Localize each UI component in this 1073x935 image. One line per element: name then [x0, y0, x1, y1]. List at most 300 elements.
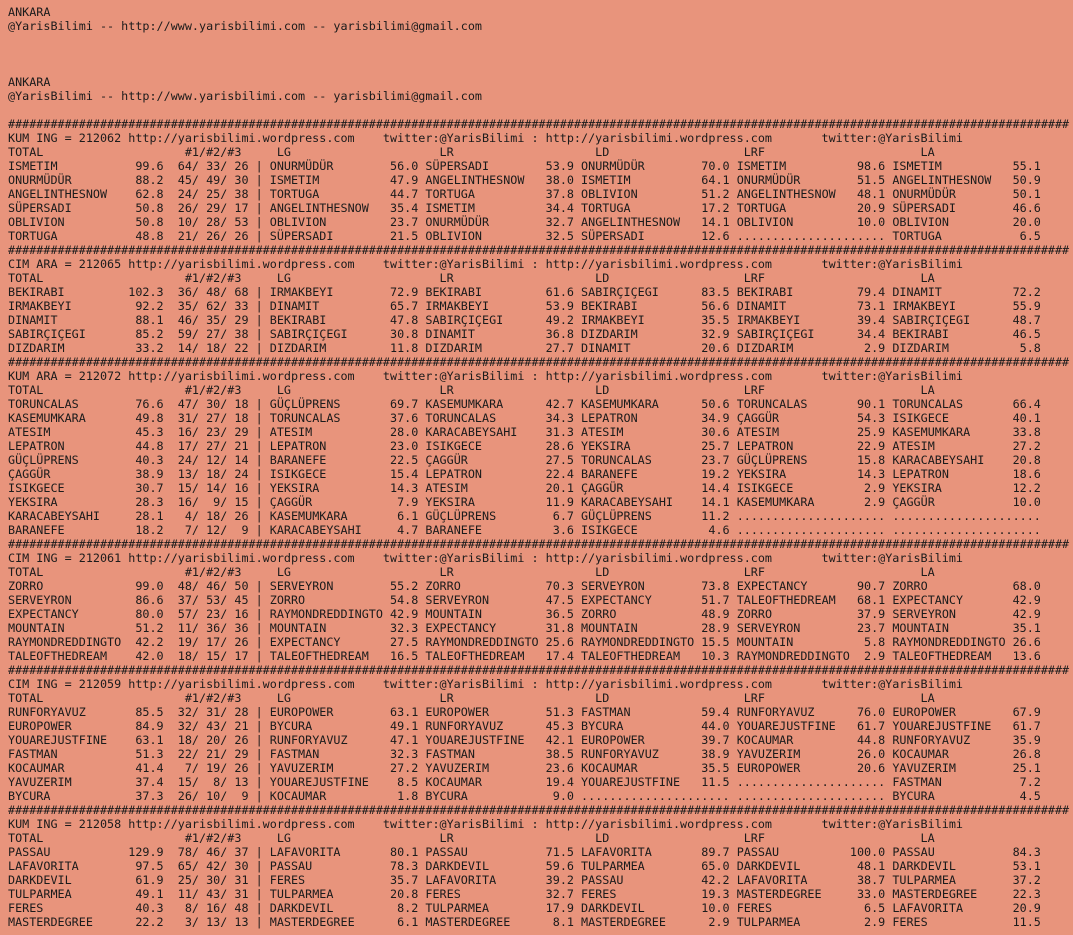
separator-line: ###################################################################################################################################################### [8, 117, 1070, 131]
table-row [8, 859, 1073, 873]
blank-line [8, 103, 1073, 117]
place-stats: 11/ 36/ 36 [163, 621, 249, 635]
lr-pair: YAVUZERIM 23.6 [425, 761, 582, 775]
lrf-pair: ..................... [736, 523, 893, 537]
lg-pair: GÜÇLÜPRENS 69.7 [269, 397, 426, 411]
horse-name: RUNFORYAVUZ [8, 705, 129, 719]
la-pair: SABIRÇIÇEGI 48.7 [892, 313, 1041, 327]
table-row [8, 453, 1073, 467]
lr-pair: ISIKGECE 28.6 [425, 439, 582, 453]
lrf-pair: RUNFORYAVUZ 76.0 [736, 705, 893, 719]
ld-pair: LEPATRON 34.9 [581, 411, 737, 425]
contact-line: @YarisBilimi -- http://www.yarisbilimi.com -- yarisbilimi@gmail.com [8, 89, 482, 103]
horse-name: YAVUZERIM [8, 775, 129, 789]
lg-pair: SERVEYRON 55.2 [269, 579, 426, 593]
place-stats: 17/ 27/ 21 [163, 439, 249, 453]
total-value: 50.8 [128, 201, 164, 215]
lrf-pair: ISMETIM 98.6 [736, 159, 893, 173]
lrf-pair: SERVEYRON 23.7 [736, 621, 893, 635]
la-pair: ..................... [892, 509, 1041, 523]
column-divider: | [248, 215, 270, 229]
place-stats: 15/ 8/ 13 [163, 775, 249, 789]
lr-pair: ISMETIM 34.4 [425, 201, 582, 215]
lg-pair: FERES 35.7 [269, 873, 426, 887]
horse-name: ANGELINTHESNOW [8, 187, 129, 201]
table-row [8, 187, 1073, 201]
ld-pair: DINAMIT 20.6 [581, 341, 737, 355]
la-pair: MOUNTAIN 35.1 [892, 621, 1041, 635]
ld-pair: ANGELINTHESNOW 14.1 [581, 215, 737, 229]
la-pair: BEKIRABI 46.5 [892, 327, 1041, 341]
table-row [8, 467, 1073, 481]
table-row [8, 607, 1073, 621]
lrf-pair: ATESIM 25.9 [736, 425, 893, 439]
column-header-row: TOTAL #1/#2/#3 LG LR LD LRF LA [8, 565, 935, 579]
lrf-pair: LAFAVORITA 38.7 [736, 873, 893, 887]
table-row [8, 761, 1073, 775]
lr-pair: KOCAUMAR 19.4 [425, 775, 582, 789]
place-stats: 16/ 9/ 15 [163, 495, 249, 509]
la-pair: LEPATRON 18.6 [892, 467, 1041, 481]
total-value: 49.8 [128, 411, 164, 425]
total-value: 51.2 [128, 621, 164, 635]
lg-pair: KASEMUMKARA 6.1 [269, 509, 426, 523]
lr-pair: SABIRÇIÇEGI 49.2 [425, 313, 582, 327]
la-pair: EUROPOWER 67.9 [892, 705, 1041, 719]
place-stats: 26/ 10/ 9 [163, 789, 249, 803]
place-stats: 31/ 27/ 18 [163, 411, 249, 425]
total-value: 37.3 [128, 789, 164, 803]
horse-name: TULPARMEA [8, 887, 129, 901]
horse-name: TALEOFTHEDREAM [8, 649, 129, 663]
la-pair: KOCAUMAR 26.8 [892, 747, 1041, 761]
lg-pair: ISIKGECE 15.4 [269, 467, 426, 481]
column-divider: | [248, 593, 270, 607]
lr-pair: ATESIM 20.1 [425, 481, 582, 495]
column-divider: | [248, 719, 270, 733]
column-header-row: TOTAL #1/#2/#3 LG LR LD LRF LA [8, 831, 935, 845]
total-value: 76.6 [128, 397, 164, 411]
total-value: 22.2 [128, 915, 164, 929]
place-stats: 22/ 21/ 29 [163, 747, 249, 761]
table-row [8, 579, 1073, 593]
total-value: 40.3 [128, 453, 164, 467]
ld-pair: ISMETIM 64.1 [581, 173, 737, 187]
total-value: 102.3 [128, 285, 164, 299]
column-header-row: TOTAL #1/#2/#3 LG LR LD LRF LA [8, 383, 935, 397]
table-row [8, 873, 1073, 887]
lr-pair: SÜPERSADI 53.9 [425, 159, 582, 173]
column-divider: | [248, 789, 270, 803]
horse-name: KARACABEYSAHI [8, 509, 129, 523]
table-row [8, 901, 1073, 915]
ld-pair: FERES 19.3 [581, 887, 737, 901]
table-row [8, 397, 1073, 411]
lg-pair: DINAMIT 65.7 [269, 299, 426, 313]
blank-line [8, 61, 1073, 75]
place-stats: 59/ 27/ 38 [163, 327, 249, 341]
table-row [8, 635, 1073, 649]
ld-pair: SERVEYRON 73.8 [581, 579, 737, 593]
place-stats: 8/ 16/ 48 [163, 901, 249, 915]
lg-pair: BYCURA 49.1 [269, 719, 426, 733]
total-value: 129.9 [128, 845, 164, 859]
place-stats: 13/ 18/ 24 [163, 467, 249, 481]
place-stats: 3/ 13/ 13 [163, 915, 249, 929]
ld-pair: LAFAVORITA 89.7 [581, 845, 737, 859]
lr-pair: TULPARMEA 17.9 [425, 901, 582, 915]
total-value: 40.3 [128, 901, 164, 915]
horse-name: DINAMIT [8, 313, 129, 327]
total-value: 88.2 [128, 173, 164, 187]
total-value: 99.6 [128, 159, 164, 173]
lr-pair: SERVEYRON 47.5 [425, 593, 582, 607]
total-value: 86.6 [128, 593, 164, 607]
horse-name: OBLIVION [8, 215, 129, 229]
column-divider: | [248, 439, 270, 453]
horse-name: LAFAVORITA [8, 859, 129, 873]
la-pair: ÇAGGÜR 10.0 [892, 495, 1041, 509]
lr-pair: KARACABEYSAHI 31.3 [425, 425, 582, 439]
table-row [8, 887, 1073, 901]
ld-pair: ..................... [581, 789, 737, 803]
place-stats: 35/ 62/ 33 [163, 299, 249, 313]
total-value: 80.0 [128, 607, 164, 621]
ld-pair: KASEMUMKARA 50.6 [581, 397, 737, 411]
total-value: 42.0 [128, 649, 164, 663]
blank-line [8, 33, 1073, 47]
horse-name: ISIKGECE [8, 481, 129, 495]
la-pair: ZORRO 68.0 [892, 579, 1041, 593]
column-divider: | [248, 299, 270, 313]
ld-pair: ISIKGECE 4.6 [581, 523, 737, 537]
section-title: CIM ING = 212059 http://yarisbilimi.wordpress.com twitter:@YarisBilimi : http://yarisbilimi.wordpress.com twitter:@YarisBilimi [8, 677, 964, 691]
table-row [8, 299, 1073, 313]
horse-name: FASTMAN [8, 747, 129, 761]
ld-pair: MOUNTAIN 28.9 [581, 621, 737, 635]
total-value: 30.7 [128, 481, 164, 495]
la-pair: ANGELINTHESNOW 50.9 [892, 173, 1041, 187]
table-row [8, 159, 1073, 173]
place-stats: 48/ 46/ 50 [163, 579, 249, 593]
column-divider: | [248, 733, 270, 747]
ld-pair: RAYMONDREDDINGTO 15.5 [581, 635, 737, 649]
column-divider: | [248, 425, 270, 439]
lrf-pair: ..................... [736, 775, 893, 789]
lr-pair: MOUNTAIN 36.5 [425, 607, 582, 621]
total-value: 92.2 [128, 299, 164, 313]
ld-pair: OBLIVION 51.2 [581, 187, 737, 201]
column-divider: | [248, 747, 270, 761]
horse-name: MOUNTAIN [8, 621, 129, 635]
column-divider: | [248, 887, 270, 901]
lg-pair: KOCAUMAR 1.8 [269, 789, 426, 803]
ld-pair: BEKIRABI 56.6 [581, 299, 737, 313]
horse-name: ATESIM [8, 425, 129, 439]
ld-pair: ONURMÜDÜR 70.0 [581, 159, 737, 173]
ld-pair: TALEOFTHEDREAM 10.3 [581, 649, 737, 663]
column-divider: | [248, 453, 270, 467]
la-pair: RUNFORYAVUZ 35.9 [892, 733, 1041, 747]
table-row [8, 733, 1073, 747]
ld-pair: ÇAGGÜR 14.4 [581, 481, 737, 495]
lr-pair: TORUNCALAS 34.3 [425, 411, 582, 425]
lg-pair: KARACABEYSAHI 4.7 [269, 523, 426, 537]
horse-name: IRMAKBEYI [8, 299, 129, 313]
lg-pair: LEPATRON 23.0 [269, 439, 426, 453]
total-value: 99.0 [128, 579, 164, 593]
lrf-pair: ZORRO 37.9 [736, 607, 893, 621]
ld-pair: TORTUGA 17.2 [581, 201, 737, 215]
lg-pair: ONURMÜDÜR 56.0 [269, 159, 426, 173]
table-row [8, 789, 1073, 803]
lr-pair: LAFAVORITA 39.2 [425, 873, 582, 887]
lrf-pair: DINAMIT 73.1 [736, 299, 893, 313]
lr-pair: RUNFORYAVUZ 45.3 [425, 719, 582, 733]
la-pair: SERVEYRON 42.9 [892, 607, 1041, 621]
lg-pair: TORUNCALAS 37.6 [269, 411, 426, 425]
table-row [8, 509, 1073, 523]
separator-line: ###################################################################################################################################################### [8, 803, 1070, 817]
section-title: CIM ARA = 212065 http://yarisbilimi.wordpress.com twitter:@YarisBilimi : http://yarisbilimi.wordpress.com twitter:@YarisBilimi [8, 257, 964, 271]
column-divider: | [248, 313, 270, 327]
horse-name: TORUNCALAS [8, 397, 129, 411]
lg-pair: TORTUGA 44.7 [269, 187, 426, 201]
place-stats: 7/ 12/ 9 [163, 523, 249, 537]
table-row [8, 425, 1073, 439]
column-divider: | [248, 579, 270, 593]
lg-pair: YAVUZERIM 27.2 [269, 761, 426, 775]
column-divider: | [248, 397, 270, 411]
column-divider: | [248, 285, 270, 299]
column-divider: | [248, 411, 270, 425]
total-value: 18.2 [128, 523, 164, 537]
column-divider: | [248, 845, 270, 859]
total-value: 48.8 [128, 229, 164, 243]
place-stats: 21/ 26/ 26 [163, 229, 249, 243]
la-pair: DIZDARIM 5.8 [892, 341, 1041, 355]
lg-pair: SÜPERSADI 21.5 [269, 229, 426, 243]
la-pair: DINAMIT 72.2 [892, 285, 1041, 299]
horse-name: BEKIRABI [8, 285, 129, 299]
column-divider: | [248, 229, 270, 243]
separator-line: ###################################################################################################################################################### [8, 537, 1070, 551]
place-stats: 16/ 23/ 29 [163, 425, 249, 439]
total-value: 41.4 [128, 761, 164, 775]
horse-name: LEPATRON [8, 439, 129, 453]
lg-pair: ANGELINTHESNOW 35.4 [269, 201, 426, 215]
la-pair: ..................... [892, 523, 1041, 537]
column-divider: | [248, 607, 270, 621]
ld-pair: GÜÇLÜPRENS 11.2 [581, 509, 737, 523]
total-value: 38.9 [128, 467, 164, 481]
table-row [8, 775, 1073, 789]
separator-line: ###################################################################################################################################################### [8, 355, 1070, 369]
location-title: ANKARA [8, 75, 51, 89]
table-row [8, 439, 1073, 453]
section-title: CIM ING = 212061 http://yarisbilimi.wordpress.com twitter:@YarisBilimi : http://yarisbilimi.wordpress.com twitter:@YarisBilimi [8, 551, 964, 565]
lrf-pair: MASTERDEGREE 33.0 [736, 887, 893, 901]
table-row [8, 229, 1073, 243]
total-value: 97.5 [128, 859, 164, 873]
horse-name: SÜPERSADI [8, 201, 129, 215]
lg-pair: IRMAKBEYI 72.9 [269, 285, 426, 299]
ld-pair: SABIRÇIÇEGI 83.5 [581, 285, 737, 299]
lg-pair: TULPARMEA 20.8 [269, 887, 426, 901]
table-row [8, 747, 1073, 761]
lrf-pair: SABIRÇIÇEGI 34.4 [736, 327, 893, 341]
lr-pair: IRMAKBEYI 53.9 [425, 299, 582, 313]
column-divider: | [248, 775, 270, 789]
ld-pair: YOUAREJUSTFINE 11.5 [581, 775, 737, 789]
table-row [8, 649, 1073, 663]
lg-pair: MOUNTAIN 32.3 [269, 621, 426, 635]
column-divider: | [248, 523, 270, 537]
lg-pair: ISMETIM 47.9 [269, 173, 426, 187]
table-row [8, 621, 1073, 635]
la-pair: TORTUGA 6.5 [892, 229, 1041, 243]
total-value: 85.2 [128, 327, 164, 341]
lr-pair: ANGELINTHESNOW 38.0 [425, 173, 582, 187]
ld-pair: EXPECTANCY 51.7 [581, 593, 737, 607]
la-pair: PASSAU 84.3 [892, 845, 1041, 859]
la-pair: EXPECTANCY 42.9 [892, 593, 1041, 607]
lrf-pair: MOUNTAIN 5.8 [736, 635, 893, 649]
ld-pair: BARANEFE 19.2 [581, 467, 737, 481]
lr-pair: GÜÇLÜPRENS 6.7 [425, 509, 582, 523]
ld-pair: SÜPERSADI 12.6 [581, 229, 737, 243]
lr-pair: DIZDARIM 27.7 [425, 341, 582, 355]
la-pair: LAFAVORITA 20.9 [892, 901, 1041, 915]
total-value: 49.1 [128, 887, 164, 901]
total-value: 45.3 [128, 425, 164, 439]
column-divider: | [248, 509, 270, 523]
column-divider: | [248, 705, 270, 719]
ld-pair: YEKSIRA 25.7 [581, 439, 737, 453]
lrf-pair: DIZDARIM 2.9 [736, 341, 893, 355]
place-stats: 78/ 46/ 37 [163, 845, 249, 859]
table-row [8, 915, 1073, 929]
la-pair: OBLIVION 20.0 [892, 215, 1041, 229]
lr-pair: EXPECTANCY 31.8 [425, 621, 582, 635]
blank-line [8, 47, 1073, 61]
lg-pair: ZORRO 54.8 [269, 593, 426, 607]
table-row [8, 523, 1073, 537]
lrf-pair: YOUAREJUSTFINE 61.7 [736, 719, 893, 733]
table-row [8, 215, 1073, 229]
lg-pair: EUROPOWER 63.1 [269, 705, 426, 719]
lg-pair: LAFAVORITA 80.1 [269, 845, 426, 859]
table-row [8, 201, 1073, 215]
horse-name: EUROPOWER [8, 719, 129, 733]
horse-name: BYCURA [8, 789, 129, 803]
column-divider: | [248, 873, 270, 887]
lrf-pair: KOCAUMAR 44.8 [736, 733, 893, 747]
table-row [8, 481, 1073, 495]
place-stats: 46/ 35/ 29 [163, 313, 249, 327]
column-header-row: TOTAL #1/#2/#3 LG LR LD LRF LA [8, 691, 935, 705]
ld-pair: BYCURA 44.0 [581, 719, 737, 733]
la-pair: DARKDEVIL 53.1 [892, 859, 1041, 873]
lg-pair: DIZDARIM 11.8 [269, 341, 426, 355]
lr-pair: DARKDEVIL 59.6 [425, 859, 582, 873]
horse-name: ISMETIM [8, 159, 129, 173]
place-stats: 32/ 31/ 28 [163, 705, 249, 719]
la-pair: KARACABEYSAHI 20.8 [892, 453, 1041, 467]
horse-name: ÇAGGÜR [8, 467, 129, 481]
total-value: 28.3 [128, 495, 164, 509]
column-divider: | [248, 915, 270, 929]
ld-pair: DARKDEVIL 10.0 [581, 901, 737, 915]
total-value: 84.9 [128, 719, 164, 733]
lr-pair: OBLIVION 32.5 [425, 229, 582, 243]
total-value: 33.2 [128, 341, 164, 355]
horse-name: GÜÇLÜPRENS [8, 453, 129, 467]
column-divider: | [248, 201, 270, 215]
lrf-pair: ..................... [736, 509, 893, 523]
horse-name: FERES [8, 901, 129, 915]
la-pair: ATESIM 27.2 [892, 439, 1041, 453]
horse-name: RAYMONDREDDINGTO [8, 635, 129, 649]
column-divider: | [248, 635, 270, 649]
lg-pair: ÇAGGÜR 7.9 [269, 495, 426, 509]
la-pair: ONURMÜDÜR 50.1 [892, 187, 1041, 201]
column-divider: | [248, 481, 270, 495]
la-pair: YOUAREJUSTFINE 61.7 [892, 719, 1041, 733]
table-row [8, 411, 1073, 425]
horse-name: PASSAU [8, 845, 129, 859]
column-divider: | [248, 761, 270, 775]
lr-pair: ZORRO 70.3 [425, 579, 582, 593]
lrf-pair: BEKIRABI 79.4 [736, 285, 893, 299]
la-pair: TORUNCALAS 66.4 [892, 397, 1041, 411]
separator-line: ###################################################################################################################################################### [8, 243, 1070, 257]
lr-pair: FASTMAN 38.5 [425, 747, 582, 761]
section-title: KUM ING = 212058 http://yarisbilimi.wordpress.com twitter:@YarisBilimi : http://yarisbilimi.wordpress.com twitter:@YarisBilimi [8, 817, 964, 831]
lg-pair: SABIRÇIÇEGI 30.8 [269, 327, 426, 341]
horse-name: MASTERDEGREE [8, 915, 129, 929]
lg-pair: DARKDEVIL 8.2 [269, 901, 426, 915]
ld-pair: ATESIM 30.6 [581, 425, 737, 439]
lr-pair: BYCURA 9.0 [425, 789, 582, 803]
total-value: 42.2 [128, 635, 164, 649]
place-stats: 10/ 28/ 53 [163, 215, 249, 229]
la-pair: TALEOFTHEDREAM 13.6 [892, 649, 1041, 663]
lrf-pair: ÇAGGÜR 54.3 [736, 411, 893, 425]
lrf-pair: ISIKGECE 2.9 [736, 481, 893, 495]
column-divider: | [248, 495, 270, 509]
column-divider: | [248, 649, 270, 663]
ld-pair: IRMAKBEYI 35.5 [581, 313, 737, 327]
la-pair: FASTMAN 7.2 [892, 775, 1041, 789]
place-stats: 24/ 25/ 38 [163, 187, 249, 201]
lrf-pair: EXPECTANCY 90.7 [736, 579, 893, 593]
la-pair: RAYMONDREDDINGTO 26.6 [892, 635, 1041, 649]
place-stats: 45/ 49/ 30 [163, 173, 249, 187]
lr-pair: YEKSIRA 11.9 [425, 495, 582, 509]
lr-pair: ÇAGGÜR 27.5 [425, 453, 582, 467]
lrf-pair: PASSAU 100.0 [736, 845, 893, 859]
la-pair: SÜPERSADI 46.6 [892, 201, 1041, 215]
table-row [8, 719, 1073, 733]
horse-name: KASEMUMKARA [8, 411, 129, 425]
la-pair: IRMAKBEYI 55.9 [892, 299, 1041, 313]
lr-pair: FERES 32.7 [425, 887, 582, 901]
lr-pair: EUROPOWER 51.3 [425, 705, 582, 719]
lrf-pair: ..................... [736, 789, 893, 803]
table-row [8, 705, 1073, 719]
horse-name: TORTUGA [8, 229, 129, 243]
